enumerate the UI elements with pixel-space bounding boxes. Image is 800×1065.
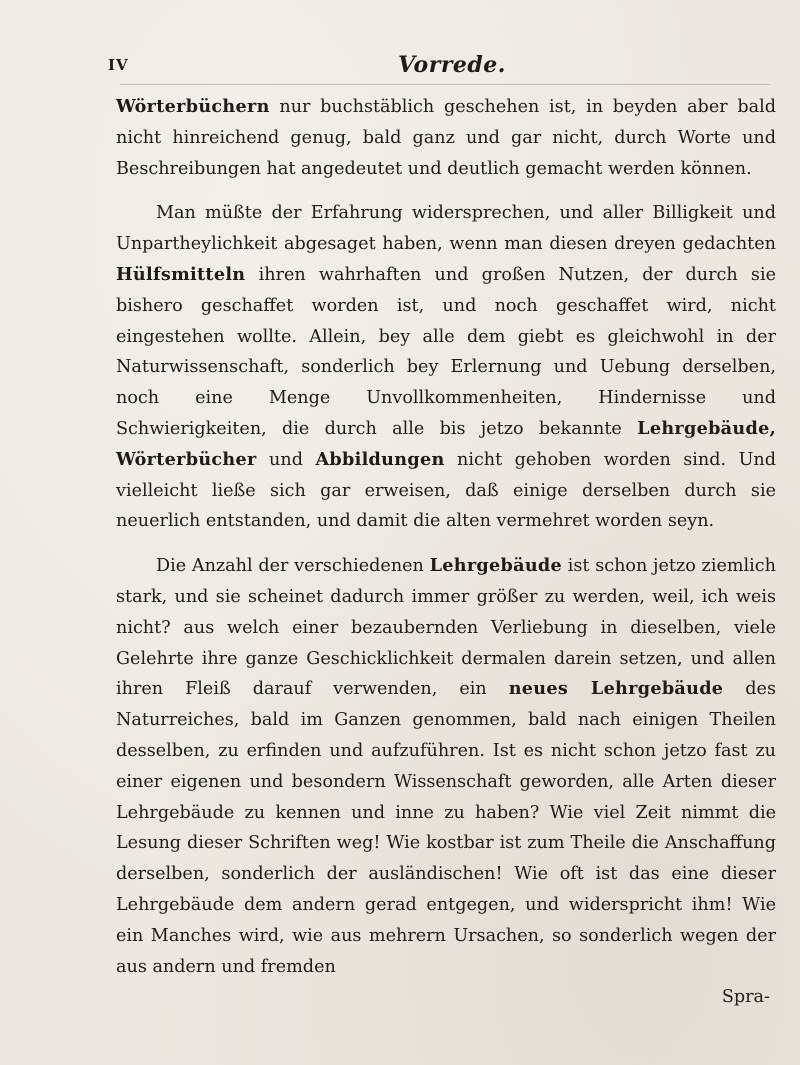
paragraph-2-text-a: Man müßte der Erfahrung widersprechen, und aller Billigkeit und Unpartheylichkeit abgesaget haben, wenn man diesen dreyen gedachten	[116, 203, 776, 255]
header-rule	[120, 84, 770, 85]
catchword: Spra-	[721, 987, 770, 1008]
emphasis-woerterbuechern: Wörterbüchern	[116, 96, 270, 117]
emphasis-abbildungen: Abbildungen	[315, 448, 445, 470]
emphasis-lehrgebaeude: Lehrgebäude	[429, 555, 563, 577]
body-text	[116, 92, 776, 1013]
page-number: IV	[108, 56, 129, 74]
paragraph-1-text: nur buchstäblich geschehen ist, in beyden aber bald nicht hinreichend genug, bald ganz und gar nicht, durch Worte und Beschreibungen hat angedeutet und deutlich gemacht werden können.	[116, 97, 776, 179]
paragraph-2-text-d: nicht gehoben worden sind. Und vielleicht ließe sich gar erweisen, daß einige derselben durch sie neuerlich entstanden, und damit die alten vermehret worden seyn.	[116, 449, 776, 532]
running-title: Vorrede.	[398, 52, 506, 78]
paragraph-3-text-c: des Naturreiches, bald im Ganzen genommen, bald nach einigen Theilen desselben, zu erfinden und aufzuführen. Ist es nicht schon jetzo fast zu einer eigenen und besondern Wissenschaft geworden, alle Arten dieser Lehrgebäude zu kennen und inne zu haben? Wie viel Zeit nimmt die Lesung dieser Schriften weg! Wie kostbar ist zum Theile die Anschaffung derselben, sonderlich der ausländischen! Wie oft ist das eine dieser Lehrgebäude dem andern gerad entgegen, und widerspricht ihm! Wie ein Manches wird, wie aus mehrern Ursachen, so sonderlich wegen der aus andern und fremden	[116, 679, 777, 977]
paragraph-2-text-c: und	[256, 449, 316, 470]
page-header	[108, 52, 768, 82]
paragraph-2-text-b: ihren wahrhaften und großen Nutzen, der durch sie bishero geschaffet worden ist, und noch geschaffet wird, nicht eingestehen wollte. Allein, bey alle dem giebt es gleichwohl in der Naturwissenschaft, sonderlich bey Erlernung und Uebung derselben, noch eine Menge Unvollkommenheiten, Hindernisse und Schwierigkeiten, die durch alle bis jetzo bekannte	[116, 264, 776, 439]
paragraph-2	[116, 198, 776, 537]
paragraph-3-text-a: Die Anzahl der verschiedenen	[156, 556, 430, 577]
paragraph-1	[116, 92, 776, 184]
paragraph-3-text-b: ist schon jetzo ziemlich stark, und sie scheinet dadurch immer größer zu werden, weil, ich weis nicht? aus welch einer bezaubernden Verliebung in dieselben, viele Gelehrte ihre ganze Geschicklichkeit dermalen darein setzen, und allen ihren Fleiß darauf verwenden, ein	[116, 556, 776, 700]
emphasis-huelfsmitteln: Hülfsmitteln	[116, 263, 246, 285]
emphasis-neues-lehrgebaeude: neues Lehrgebäude	[508, 678, 724, 700]
paragraph-3	[116, 551, 776, 982]
emphasis-lehrgebaeude-woerterbuecher: Lehrgebäude, Wörterbücher	[116, 417, 776, 470]
